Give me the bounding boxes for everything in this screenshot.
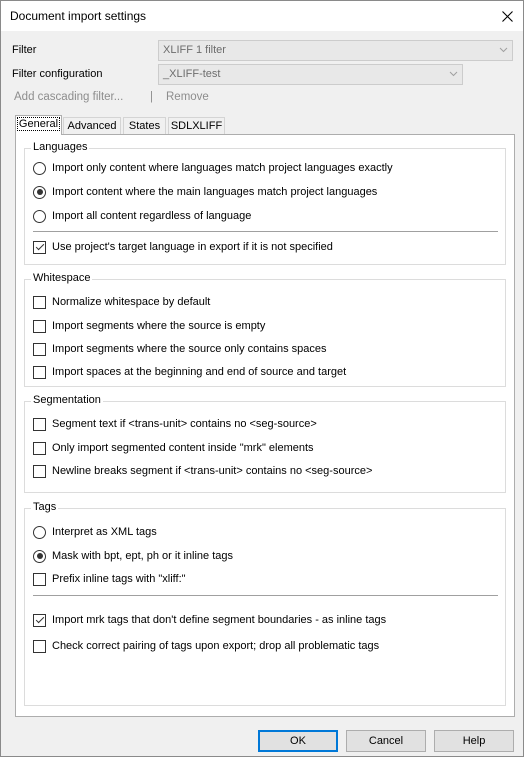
tab-panel-general xyxy=(15,134,515,717)
import-leading-trailing-spaces-checkbox[interactable]: Import spaces at the beginning and end of source and target xyxy=(33,364,346,380)
lang-option-exact[interactable]: Import only content where languages match project languages exactly xyxy=(33,160,393,176)
checkbox[interactable] xyxy=(33,296,46,309)
divider xyxy=(33,231,498,232)
whitespace-group xyxy=(24,272,506,387)
prefix-inline-tags-checkbox[interactable]: Prefix inline tags with "xliff:" xyxy=(33,571,186,587)
ok-button[interactable]: OK xyxy=(258,730,338,752)
checkbox[interactable] xyxy=(33,418,46,431)
segmentation-title: Segmentation xyxy=(33,394,101,406)
filter-value: XLIFF 1 filter xyxy=(163,44,226,56)
divider xyxy=(33,595,498,596)
checkbox[interactable] xyxy=(33,465,46,478)
checkbox[interactable] xyxy=(33,343,46,356)
tab-states[interactable]: States xyxy=(123,117,166,135)
lang-option-all[interactable]: Import all content regardless of language xyxy=(33,208,251,224)
newline-breaks-checkbox[interactable]: Newline breaks segment if <trans-unit> contains no <seg-source> xyxy=(33,463,372,479)
filter-label: Filter xyxy=(12,44,37,56)
tab-general[interactable]: General xyxy=(15,115,62,135)
checkbox[interactable] xyxy=(33,320,46,333)
use-target-language-checkbox[interactable]: Use project's target language in export if it is not specified xyxy=(33,239,333,255)
languages-title: Languages xyxy=(33,141,88,153)
radio-button[interactable] xyxy=(33,550,46,563)
checkbox[interactable] xyxy=(33,640,46,653)
mask-inline-tags-radio[interactable]: Mask with bpt, ept, ph or it inline tags xyxy=(33,548,233,564)
normalize-whitespace-checkbox[interactable]: Normalize whitespace by default xyxy=(33,294,210,310)
chevron-down-icon xyxy=(499,45,508,54)
check-tag-pairing-checkbox[interactable]: Check correct pairing of tags upon export; drop all problematic tags xyxy=(33,638,379,654)
filter-config-value: _XLIFF-test xyxy=(163,68,221,80)
help-button[interactable]: Help xyxy=(434,730,514,752)
link-divider: | xyxy=(150,91,153,103)
lang-option-main[interactable]: Import content where the main languages match project languages xyxy=(33,184,377,200)
checkbox[interactable] xyxy=(33,573,46,586)
radio-button[interactable] xyxy=(33,162,46,175)
filter-config-label: Filter configuration xyxy=(12,68,103,80)
radio-button[interactable] xyxy=(33,526,46,539)
filter-dropdown[interactable] xyxy=(158,40,513,61)
interpret-xml-tags-radio[interactable]: Interpret as XML tags xyxy=(33,524,157,540)
filter-config-dropdown[interactable] xyxy=(158,64,463,85)
languages-group xyxy=(24,141,506,265)
checkbox[interactable] xyxy=(33,442,46,455)
checkbox[interactable] xyxy=(33,366,46,379)
whitespace-title: Whitespace xyxy=(33,272,91,284)
tags-title: Tags xyxy=(33,501,57,513)
import-empty-source-checkbox[interactable]: Import segments where the source is empty xyxy=(33,318,265,334)
import-mrk-tags-checkbox[interactable]: Import mrk tags that don't define segment boundaries - as inline tags xyxy=(33,612,386,628)
tab-sdlxliff[interactable]: SDLXLIFF xyxy=(168,117,225,135)
radio-button[interactable] xyxy=(33,186,46,199)
tab-advanced[interactable]: Advanced xyxy=(63,117,121,135)
cancel-button[interactable]: Cancel xyxy=(346,730,426,752)
chevron-down-icon xyxy=(449,69,458,78)
segment-text-checkbox[interactable]: Segment text if <trans-unit> contains no <seg-source> xyxy=(33,416,317,432)
checkbox[interactable] xyxy=(33,241,46,254)
radio-button[interactable] xyxy=(33,210,46,223)
remove-link[interactable]: Remove xyxy=(166,91,209,103)
checkbox[interactable] xyxy=(33,614,46,627)
title-bar xyxy=(1,1,523,31)
segmentation-group xyxy=(24,394,506,493)
add-cascading-filter-link[interactable]: Add cascading filter... xyxy=(14,91,124,103)
tags-group xyxy=(24,501,506,706)
import-spaces-only-checkbox[interactable]: Import segments where the source only contains spaces xyxy=(33,341,327,357)
window-title: Document import settings xyxy=(10,9,147,23)
close-icon xyxy=(502,11,513,22)
only-import-mrk-checkbox[interactable]: Only import segmented content inside "mrk" elements xyxy=(33,440,314,456)
close-button[interactable] xyxy=(491,1,523,31)
